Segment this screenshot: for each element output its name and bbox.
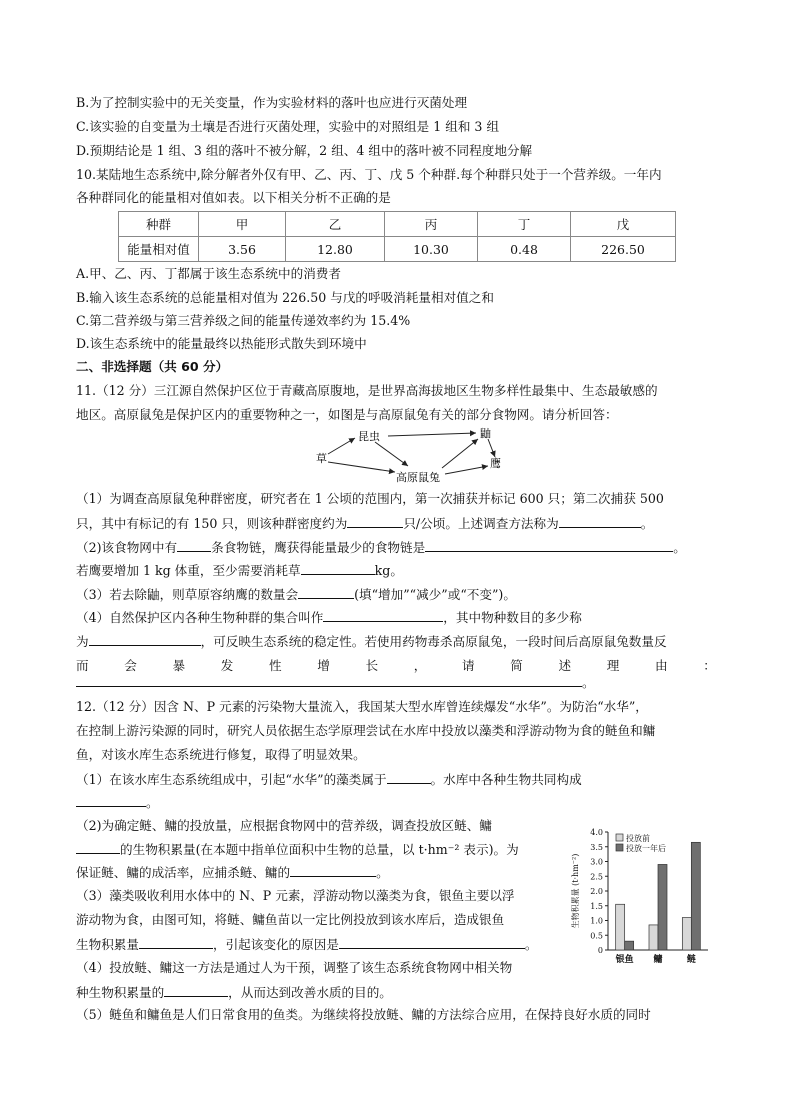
food-web-diagram [300, 424, 520, 484]
text-run: 保证鲢、鳙的成活率，应捕杀鲢、鳙的 [76, 865, 291, 880]
text-run: 请 [462, 658, 475, 673]
text-run: 而 [76, 658, 89, 673]
table-cell: 10.30 [385, 237, 478, 262]
text-run: 只/公顷。上述调查方法称为 [403, 516, 559, 531]
text-run: 性 [269, 658, 282, 673]
legend-swatch [616, 844, 623, 851]
energy-table [118, 211, 676, 262]
q12-sub2-line2 [76, 839, 576, 860]
x-tick-label: 鲢 [686, 955, 696, 965]
x-tick-label: 银鱼 [615, 955, 634, 965]
bar-after [658, 864, 667, 950]
y-tick-label: 2.5 [590, 872, 603, 882]
text-run: 为 [76, 634, 89, 649]
q11-sub3 [76, 584, 716, 605]
table-cell: 丁 [478, 212, 571, 237]
arrow-pika-weasel [442, 439, 478, 468]
text-run: 由 [655, 658, 668, 673]
text-run: （3）若去除鼬，则草原容纳鹰的数量会 [76, 587, 299, 602]
table-cell: 12.80 [286, 237, 385, 262]
q12-stem-line2: 在控制上游污染源的同时，研究人员依据生态学原理尝试在水库中投放以藻类和浮游动物为食的鲢鱼和鳙 [76, 723, 656, 738]
q12-sub4-line2 [76, 982, 576, 1003]
table-cell: 226.50 [571, 237, 676, 262]
text-run: ，可反映生态系统的稳定性。若使用药物毒杀高原鼠兔，一段时间后高原鼠兔数量反 [200, 634, 667, 649]
q12-sub2-line3 [76, 862, 576, 883]
q12-sub1-line1 [76, 769, 716, 790]
text-run: 述 [558, 658, 572, 673]
table-cell: 3.56 [199, 237, 286, 262]
y-tick-label: 0.5 [590, 931, 603, 941]
answer-blank[interactable] [387, 769, 431, 784]
text-run: ，从而达到改善水质的目的。 [228, 985, 392, 1000]
q11-sub2-line2 [76, 560, 716, 581]
node-eagle: 鹰 [490, 457, 501, 470]
y-tick-label: 3.5 [590, 842, 603, 852]
q11-stem-line1: 11.（12 分）三江源自然保护区位于青藏高原腹地，是世界高海拔地区生物多样性最集中、生态最敏感的 [76, 383, 658, 398]
text-run: 只，其中有标记的有 150 只，则该种群密度约为 [76, 516, 348, 531]
q12-sub3-line2: 游动物为食，由图可知，将鲢、鳙鱼苗以一定比例投放到该水库后，造成银鱼 [76, 912, 505, 927]
text-run: ， [413, 658, 427, 673]
q11-stem-line2: 地区。高原鼠兔是保护区内的重要物种之一，如图是与高原鼠兔有关的部分食物网。请分析回答： [76, 407, 618, 422]
answer-blank[interactable] [347, 513, 403, 528]
table-cell: 种群 [119, 212, 199, 237]
arrow-insect-weasel [388, 433, 476, 436]
text-run: (填“增加”“减少”或“不变”)。 [354, 587, 516, 602]
answer-blank[interactable] [290, 862, 376, 877]
arrow-pika-eagle [445, 466, 488, 474]
answer-blank[interactable] [559, 513, 641, 528]
text-run: 理 [606, 658, 620, 673]
answer-blank[interactable] [339, 934, 525, 949]
answer-blank[interactable] [177, 537, 211, 552]
y-tick-label: 2.0 [590, 887, 603, 896]
text-run: 。 [673, 540, 686, 555]
table-cell: 乙 [286, 212, 385, 237]
q12-sub2-line1: （2)为确定鲢、鳙的投放量，应根据食物网中的营养级，调查投放区鲢、鳙 [76, 818, 492, 833]
table-cell: 能量相对值 [119, 237, 199, 262]
q12-sub5-line1: （5）鲢鱼和鳙鱼是人们日常食用的鱼类。为继续将投放鲢、鳙的方法综合应用，在保持良好水质的同时 [76, 1007, 651, 1022]
text-run: 。 [524, 937, 538, 952]
section-title: 二、非选择题（共 60 分） [76, 359, 229, 374]
bar-after [625, 941, 634, 950]
answer-blank[interactable] [425, 537, 673, 552]
text-run: 生物积累量 [76, 937, 139, 952]
node-insect: 昆虫 [358, 430, 380, 443]
table-cell: 丙 [385, 212, 478, 237]
q10-option-c: C.第二营养级与第三营养级之间的能量传递效率约为 15.4% [76, 313, 411, 328]
biomass-bar-chart [568, 820, 718, 976]
answer-blank[interactable] [76, 792, 146, 807]
q12-sub3-line1: （3）藻类吸收利用水体中的 N、P 元素，浮游动物以藻类为食，银鱼主要以浮 [76, 888, 515, 903]
text-run: 若鹰要增加 1 kg 体重，至少需要消耗草 [76, 563, 301, 578]
text-run: 暴 [172, 658, 186, 673]
answer-blank[interactable] [76, 839, 120, 854]
table-cell: 甲 [199, 212, 286, 237]
q12-sub1-line2 [76, 792, 716, 813]
answer-blank[interactable] [298, 584, 354, 599]
y-tick-label: 0 [597, 946, 603, 955]
q11-sub1-line2 [76, 513, 716, 534]
q11-sub1-line1: （1）为调查高原鼠兔种群密度，研究者在 1 公顷的范围内，第一次捕获并标记 600 只；第二次捕获 500 [76, 491, 664, 506]
q11-sub4-line1 [76, 607, 716, 628]
text-run: （2)该食物网中有 [76, 540, 178, 555]
y-tick-label: 1.5 [590, 901, 603, 911]
answer-blank[interactable] [164, 982, 228, 997]
table-cell: 戊 [571, 212, 676, 237]
arrow-weasel-eagle [488, 439, 495, 457]
answer-blank[interactable] [76, 672, 582, 687]
node-pika: 高原鼠兔 [396, 471, 440, 484]
x-tick-label: 鳙 [653, 955, 663, 965]
q11-sub4-line2 [76, 631, 716, 652]
answer-blank[interactable] [89, 631, 201, 646]
text-run: 增 [317, 658, 330, 673]
y-tick-label: 4.0 [590, 828, 603, 837]
option-d-line: D.预期结论是 1 组、3 组的落叶不被分解，2 组、4 组中的落叶被不同程度地分解 [76, 143, 533, 158]
text-run: 。水库中各种生物共同构成 [430, 772, 582, 787]
text-run: 。 [376, 865, 389, 880]
q11-sub4-line4 [76, 672, 716, 693]
q12-stem-line3: 鱼，对该水库生态系统进行修复，取得了明显效果。 [76, 747, 366, 762]
q10-option-a: A.甲、乙、丙、丁都属于该生态系统中的消费者 [76, 266, 341, 281]
q10-stem-line2: 各种群同化的能量相对值如表。以下相关分析不正确的是 [76, 190, 391, 205]
q11-sub2-line1 [76, 537, 716, 558]
text-run: （1）在该水库生态系统组成中，引起“水华”的藻类属于 [76, 772, 387, 787]
bar-after [691, 842, 700, 950]
text-run: 。 [582, 675, 595, 690]
legend-swatch [616, 834, 623, 841]
answer-blank[interactable] [139, 934, 213, 949]
q12-sub3-line3 [76, 934, 576, 955]
text-run: 。 [146, 795, 159, 810]
q10-stem-line1: 10.某陆地生态系统中,除分解者外仅有甲、乙、丙、丁、戊 5 个种群.每个种群只处于一个营养级。一年内 [76, 167, 662, 182]
legend-label: 投放一年后 [626, 844, 666, 853]
y-axis-label: 生物积累量 (t·hm⁻²) [571, 853, 580, 929]
text-run: （4）自然保护区内各种生物种群的集合叫作 ，其中物种数目的多少称 [76, 607, 582, 628]
text-run: 。 [640, 516, 654, 531]
text-run: 长 [365, 658, 379, 673]
answer-blank[interactable] [301, 560, 375, 575]
q10-option-d: D.该生态系统中的能量最终以热能形式散失到环境中 [76, 336, 367, 351]
option-b-line: B.为了控制实验中的无关变量，作为实验材料的落叶也应进行灭菌处理 [76, 95, 468, 110]
text-run: 会 [124, 658, 137, 673]
y-tick-label: 3.0 [590, 857, 603, 867]
q12-sub4-line1: （4）投放鲢、鳙这一方法是通过人为干预，调整了该生态系统食物网中相关物 [76, 960, 513, 975]
bar-before [616, 904, 625, 950]
arrow-grass-insect [328, 438, 355, 454]
y-tick-label: 1.0 [590, 916, 603, 926]
bar-before [649, 925, 658, 950]
node-grass: 草 [316, 452, 327, 465]
legend-label: 投放前 [626, 834, 650, 843]
text-run: 种生物积累量的 [76, 985, 165, 1000]
text-run: 条食物链，鹰获得能量最少的食物链是 [211, 540, 426, 555]
arrow-insect-pika [375, 442, 408, 466]
text-run: kg。 [374, 563, 403, 578]
text-run: 的生物积累量(在本题中指单位面积中生物的总量，以 t·hm⁻² 表示)。为 [120, 842, 519, 857]
arrow-grass-pika [328, 462, 395, 472]
text-run: 发 [220, 658, 234, 673]
text-run: ： [703, 658, 716, 673]
answer-blank[interactable] [323, 607, 443, 622]
q12-stem-line1: 12.（12 分）因含 N、P 元素的污染物大量流入，我国某大型水库曾连续爆发“水华”。为防治“水华”， [76, 699, 648, 714]
table-cell: 0.48 [478, 237, 571, 262]
text-run: ，引起该变化的原因是 [212, 937, 339, 952]
node-weasel: 鼬 [480, 427, 491, 440]
table-header-row [119, 212, 676, 237]
table-row [119, 237, 676, 262]
q10-option-b: B.输入该生态系统的总能量相对值为 226.50 与戊的呼吸消耗量相对值之和 [76, 290, 494, 305]
bar-before [682, 918, 691, 950]
text-run: 简 [510, 658, 523, 673]
option-c-line: C.该实验的自变量为土壤是否进行灭菌处理，实验中的对照组是 1 组和 3 组 [76, 119, 500, 134]
